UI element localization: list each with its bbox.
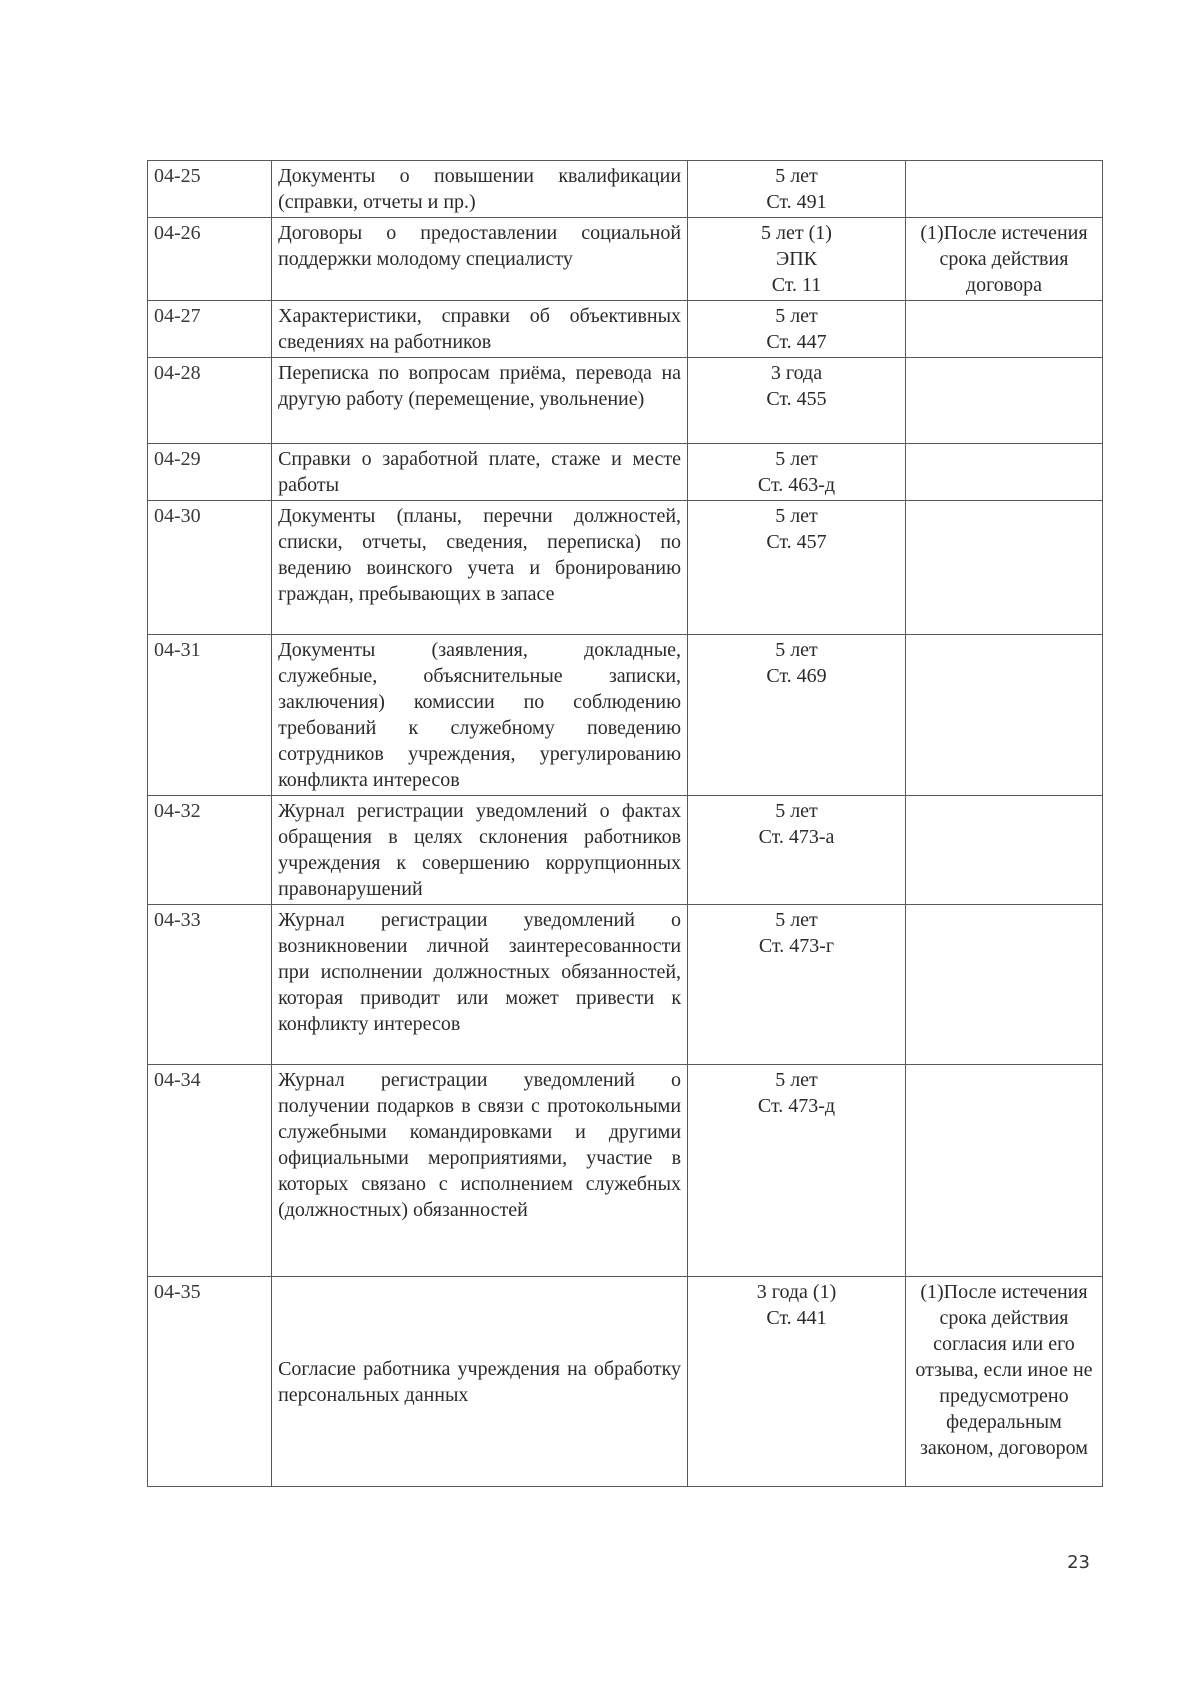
row-term (688, 635, 906, 796)
records-retention-table (147, 160, 1103, 1487)
row-note (905, 905, 1102, 1065)
term-period: 5 лет (775, 800, 818, 822)
term-period: 5 лет (775, 505, 818, 527)
row-code: 04-33 (148, 905, 272, 1065)
row-title: Документы (заявления, докладные, служебные, объяснительные записки, заключения) комиссии по соблюдению требований к служебному поведению сотрудников учреждения, урегулированию конфликта интересов (272, 635, 688, 796)
row-title: Документы (планы, перечни должностей, списки, отчеты, сведения, переписка) по ведению воинского учета и бронированию граждан, пребывающих в запасе (272, 501, 688, 635)
row-note (905, 444, 1102, 501)
term-epk: ЭПК (775, 248, 817, 270)
table-row (148, 1277, 1103, 1487)
table-row (148, 796, 1103, 905)
row-code: 04-32 (148, 796, 272, 905)
row-note (905, 358, 1102, 444)
row-note: (1)После истечения срока действия согласия или его отзыва, если иное не предусмотрено федеральным законом, договором (905, 1277, 1102, 1487)
row-title: Журнал регистрации уведомлений о фактах обращения в целях склонения работников учреждения к совершению коррупционных правонарушений (272, 796, 688, 905)
row-title: Документы о повышении квалификации (справки, отчеты и пр.) (272, 161, 688, 218)
row-code: 04-25 (148, 161, 272, 218)
row-note (905, 501, 1102, 635)
term-period: 3 года (770, 362, 823, 384)
row-note: (1)После истечения срока действия договора (905, 218, 1102, 301)
term-period: 5 лет (775, 1069, 818, 1091)
term-article: Ст. 469 (766, 665, 827, 687)
term-period: 3 года (1) (756, 1281, 837, 1303)
row-code: 04-35 (148, 1277, 272, 1487)
row-term (688, 444, 906, 501)
term-article: Ст. 441 (766, 1307, 827, 1329)
row-title: Переписка по вопросам приёма, перевода на другую работу (перемещение, увольнение) (272, 358, 688, 444)
row-note (905, 161, 1102, 218)
row-term (688, 501, 906, 635)
row-title: Справки о заработной плате, стаже и месте работы (272, 444, 688, 501)
table-row (148, 1065, 1103, 1277)
row-note (905, 635, 1102, 796)
term-period: 5 лет (775, 639, 818, 661)
row-code: 04-34 (148, 1065, 272, 1277)
page-number: 23 (1067, 1552, 1090, 1573)
row-title: Характеристики, справки об объективных сведениях на работников (272, 301, 688, 358)
term-article: Ст. 457 (766, 531, 827, 553)
term-article: Ст. 473-г (758, 935, 835, 957)
term-article: Ст. 491 (766, 191, 827, 213)
table-row (148, 635, 1103, 796)
row-term (688, 161, 906, 218)
table-row (148, 218, 1103, 301)
row-code: 04-26 (148, 218, 272, 301)
term-article: Ст. 473-а (758, 826, 835, 848)
row-title: Журнал регистрации уведомлений о получении подарков в связи с протокольными служебными командировками и другими официальными мероприятиями, участие в которых связано с исполнением служебных (должностных) обязанностей (272, 1065, 688, 1277)
row-term (688, 1065, 906, 1277)
row-note (905, 301, 1102, 358)
row-term (688, 358, 906, 444)
table-row (148, 501, 1103, 635)
table-row (148, 301, 1103, 358)
row-title: Согласие работника учреждения на обработку персональных данных (272, 1277, 688, 1487)
row-term (688, 796, 906, 905)
row-term (688, 1277, 906, 1487)
term-article: Ст. 447 (766, 331, 827, 353)
table-row (148, 161, 1103, 218)
term-period: 5 лет (775, 448, 818, 470)
row-code: 04-30 (148, 501, 272, 635)
table-row (148, 444, 1103, 501)
row-term (688, 301, 906, 358)
row-title: Журнал регистрации уведомлений о возникновении личной заинтересованности при исполнении должностных обязанностей, которая приводит или может привести к конфликту интересов (272, 905, 688, 1065)
term-article: Ст. 473-д (757, 1095, 836, 1117)
term-article: Ст. 11 (771, 274, 822, 296)
term-period: 5 лет (1) (761, 222, 832, 244)
row-term (688, 905, 906, 1065)
row-code: 04-28 (148, 358, 272, 444)
table-row (148, 905, 1103, 1065)
term-period: 5 лет (775, 909, 818, 931)
row-term (688, 218, 906, 301)
term-article: Ст. 455 (766, 388, 827, 410)
row-code: 04-29 (148, 444, 272, 501)
term-article: Ст. 463-д (757, 474, 836, 496)
row-code: 04-27 (148, 301, 272, 358)
term-period: 5 лет (775, 305, 818, 327)
table-row (148, 358, 1103, 444)
row-title: Договоры о предоставлении социальной поддержки молодому специалисту (272, 218, 688, 301)
row-note (905, 1065, 1102, 1277)
row-note (905, 796, 1102, 905)
row-code: 04-31 (148, 635, 272, 796)
term-period: 5 лет (775, 165, 818, 187)
